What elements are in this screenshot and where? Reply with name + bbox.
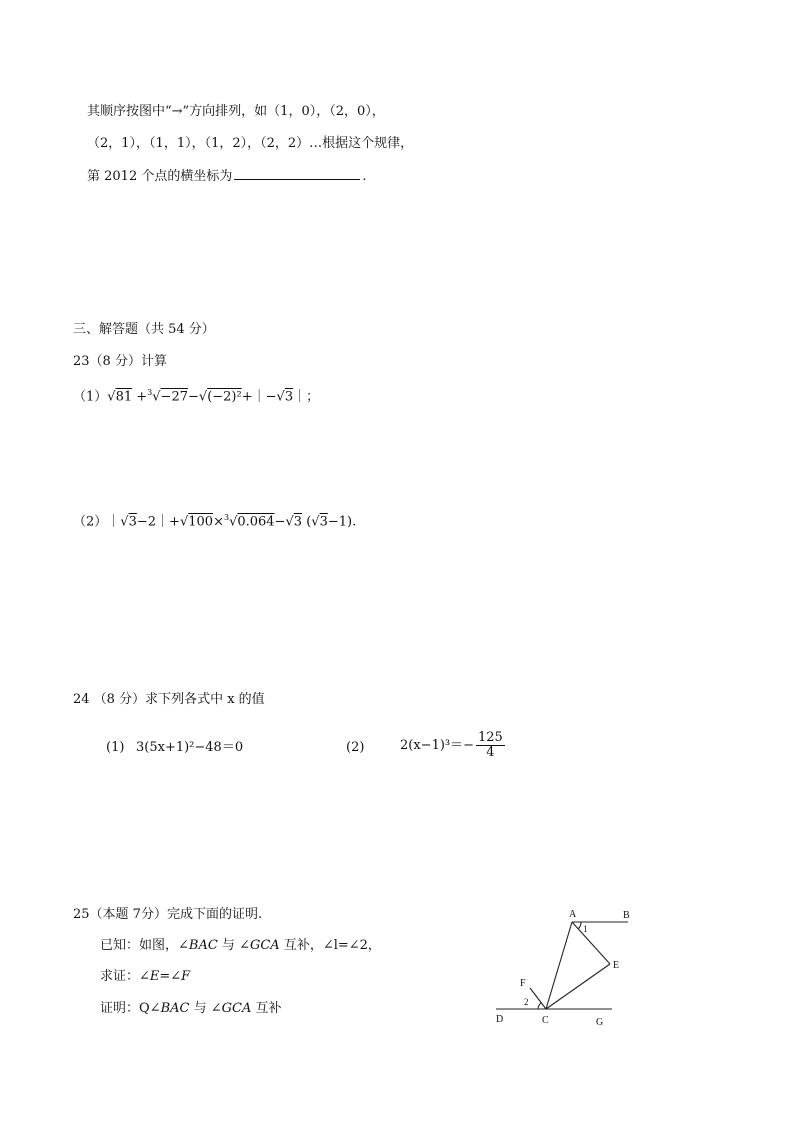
q24-eq2-expr: 2(x−1)³＝− [400,738,475,753]
q23-p1-end: ｜； [293,389,320,405]
angle-2-arc [538,1003,541,1009]
q22-line-3-suffix: . [362,169,367,184]
q23-p1-op-3: +｜− [241,389,277,405]
q23-part-2 [73,510,356,530]
sqrt-sign: √ [229,514,238,530]
label-d: D [496,1014,504,1025]
q25-prove-prefix: 求证： [100,969,140,984]
angle-gca: ∠GCA [239,938,280,953]
q23-p1-radicand-3: (−2)² [207,389,242,405]
q25-given-prefix: 已知：如图， [100,938,179,953]
sqrt-sign: √ [107,389,116,405]
angle-gca: ∠GCA [210,1001,252,1016]
q23-p2-minus: − [274,514,286,530]
q23-p1-label: （1） [73,389,108,405]
sqrt-sign: √ [179,514,189,530]
q23-p1-radicand-1: 81 [115,389,133,405]
q25-prove [100,969,190,985]
line-ac [546,922,572,1009]
q23-p2-radicand-3: 0.064 [237,514,275,530]
q25-proof [100,1001,281,1017]
q22-line-3-prefix: 第 2012 个点的横坐标为 [87,169,233,184]
label-angle-1: 1 [583,924,588,934]
fraction-numerator: 125 [478,730,503,745]
q23-p1-op-2: − [187,389,199,405]
q25-prove-expr: ∠E=∠F [139,969,191,984]
label-f: F [520,978,526,989]
fraction-denominator: 4 [486,745,495,760]
label-e: E [613,960,620,971]
q23-title: 23（8 分）计算 [73,354,167,369]
q25-proof-prefix: 证明：Q [100,1001,150,1016]
q25-given-suffix: 互补，∠l=∠2， [279,938,381,953]
cube-root-index: 3 [223,513,230,522]
geometry-figure [488,904,648,1034]
sqrt-sign: √ [152,389,161,405]
q23-p2-paren-close: −1). [327,514,357,530]
q23-p2-label: （2） [73,514,108,530]
q23-p2-paren-open: ( [302,514,312,530]
q23-p1-radicand-4: 3 [284,389,294,405]
angle-bac: ∠BAC [149,1001,190,1016]
q25-proof-mid: 与 [189,1001,211,1016]
label-angle-2: 2 [524,997,529,1007]
label-g: G [596,1017,604,1028]
q23-p2-radicand-4: 3 [293,514,303,530]
cube-root-index: 3 [147,388,153,397]
q24-eq2 [400,731,505,760]
label-a: A [569,909,577,920]
q24-eq1: 3(5x+1)²−48＝0 [136,740,244,755]
q23-p1-op-1: + [132,389,148,405]
q23-p2-times: × [213,514,224,530]
q22-line-1: 其顺序按图中“→”方向排列，如（1，0），（2，0）， [87,104,385,119]
line-cf [530,988,546,1009]
answer-blank[interactable] [234,167,360,180]
sqrt-sign: √ [311,514,320,530]
q23-p2-open: ｜ [107,514,121,530]
angle-1-arc [578,922,581,929]
q24-title: 24 （8 分）求下列各式中 x 的值 [73,692,265,707]
q22-line-2: （2，1），（1，1），（1，2），（2，2）…根据这个规律， [87,136,414,151]
q23-p2-radicand-2: 100 [188,514,214,530]
line-ce [546,964,610,1009]
sqrt-sign: √ [198,389,208,405]
q23-p1-radicand-2: −27 [160,389,188,405]
q23-p2-radicand-5: 3 [319,514,328,530]
angle-bac: ∠BAC [178,938,218,953]
line-ae [572,922,610,964]
label-b: B [623,910,630,921]
q25-title: 25（本题 7分）完成下面的证明. [73,907,263,922]
q24-eq2-label: (2) [346,740,365,755]
section-3-heading: 三、解答题（共 54 分） [73,322,215,337]
sqrt-sign: √ [276,389,285,405]
q23-p2-mid-1: −2｜+ [136,514,180,530]
q25-proof-suffix: 互补 [251,1001,282,1016]
sqrt-sign: √ [120,514,129,530]
q23-p2-radicand-1: 3 [128,514,137,530]
q24-eq1-label: (1) [106,740,125,755]
q25-given-mid: 与 [217,938,240,953]
label-c: C [542,1015,549,1026]
q23-part-1 [73,385,319,405]
q22-line-3 [87,167,367,185]
sqrt-sign: √ [285,514,294,530]
q25-given [100,938,381,954]
fraction [476,731,505,760]
